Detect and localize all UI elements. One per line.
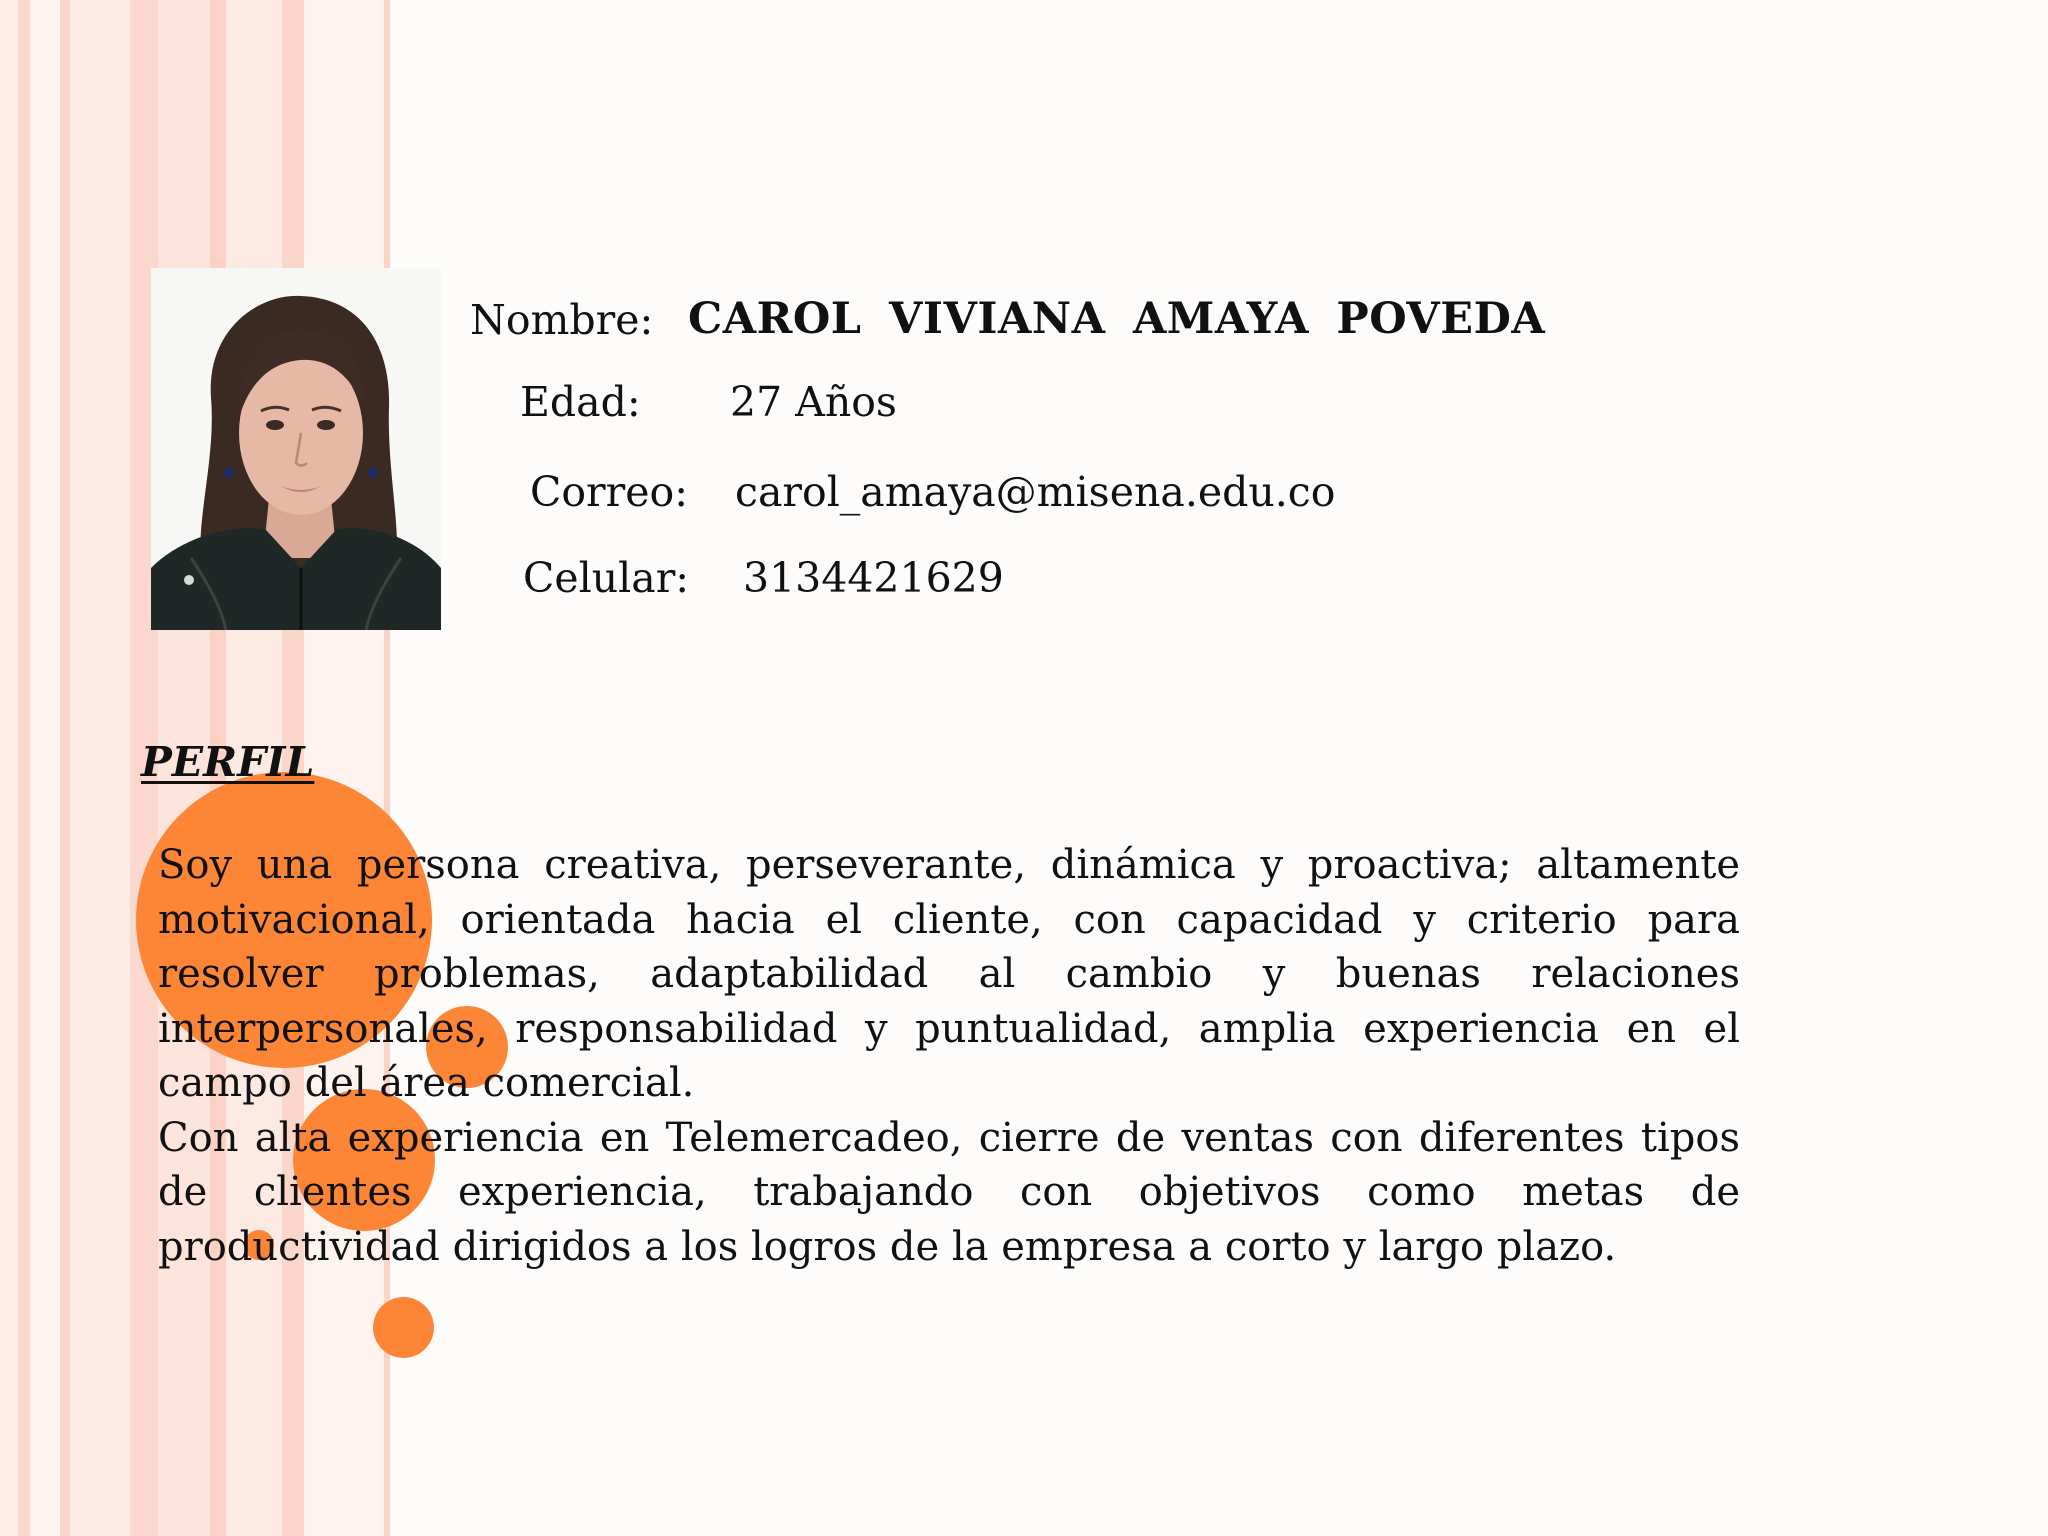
decorative-stripe	[0, 0, 18, 1536]
decorative-stripe	[304, 0, 384, 1536]
decorative-stripe	[70, 0, 130, 1536]
decorative-circle	[373, 1297, 434, 1358]
phone-value: 3134421629	[743, 554, 1004, 602]
decorative-stripe	[60, 0, 70, 1536]
age-value: 27 Años	[730, 378, 897, 426]
email-label: Correo:	[530, 468, 689, 516]
decorative-stripe	[18, 0, 30, 1536]
profile-text	[158, 838, 1740, 1274]
portrait-photo	[151, 268, 441, 630]
portrait-icon	[151, 268, 441, 630]
profile-paragraph: Con alta experiencia en Telemercadeo, cierre de ventas con diferentes tipos de clientes experiencia, trabajando con objetivos como metas de productividad dirigidos a los logros de la empresa a corto y largo plazo.	[158, 1114, 1740, 1270]
profile-heading: PERFIL	[141, 738, 315, 786]
phone-label: Celular:	[523, 554, 690, 602]
name-label: Nombre:	[470, 296, 654, 344]
profile-paragraph: Soy una persona creativa, perseverante, dinámica y proactiva; altamente motivacional, orientada hacia el cliente, con capacidad y criterio para resolver problemas, adaptabilidad al cambio y buenas relaciones interpersonales, responsabilidad y puntualidad, amplia experiencia en el campo del área comercial.	[158, 842, 1740, 1106]
age-label: Edad:	[520, 378, 641, 426]
decorative-stripe	[30, 0, 60, 1536]
name-value: CAROL VIVIANA AMAYA POVEDA	[688, 294, 1546, 344]
email-value: carol_amaya@misena.edu.co	[735, 468, 1336, 516]
